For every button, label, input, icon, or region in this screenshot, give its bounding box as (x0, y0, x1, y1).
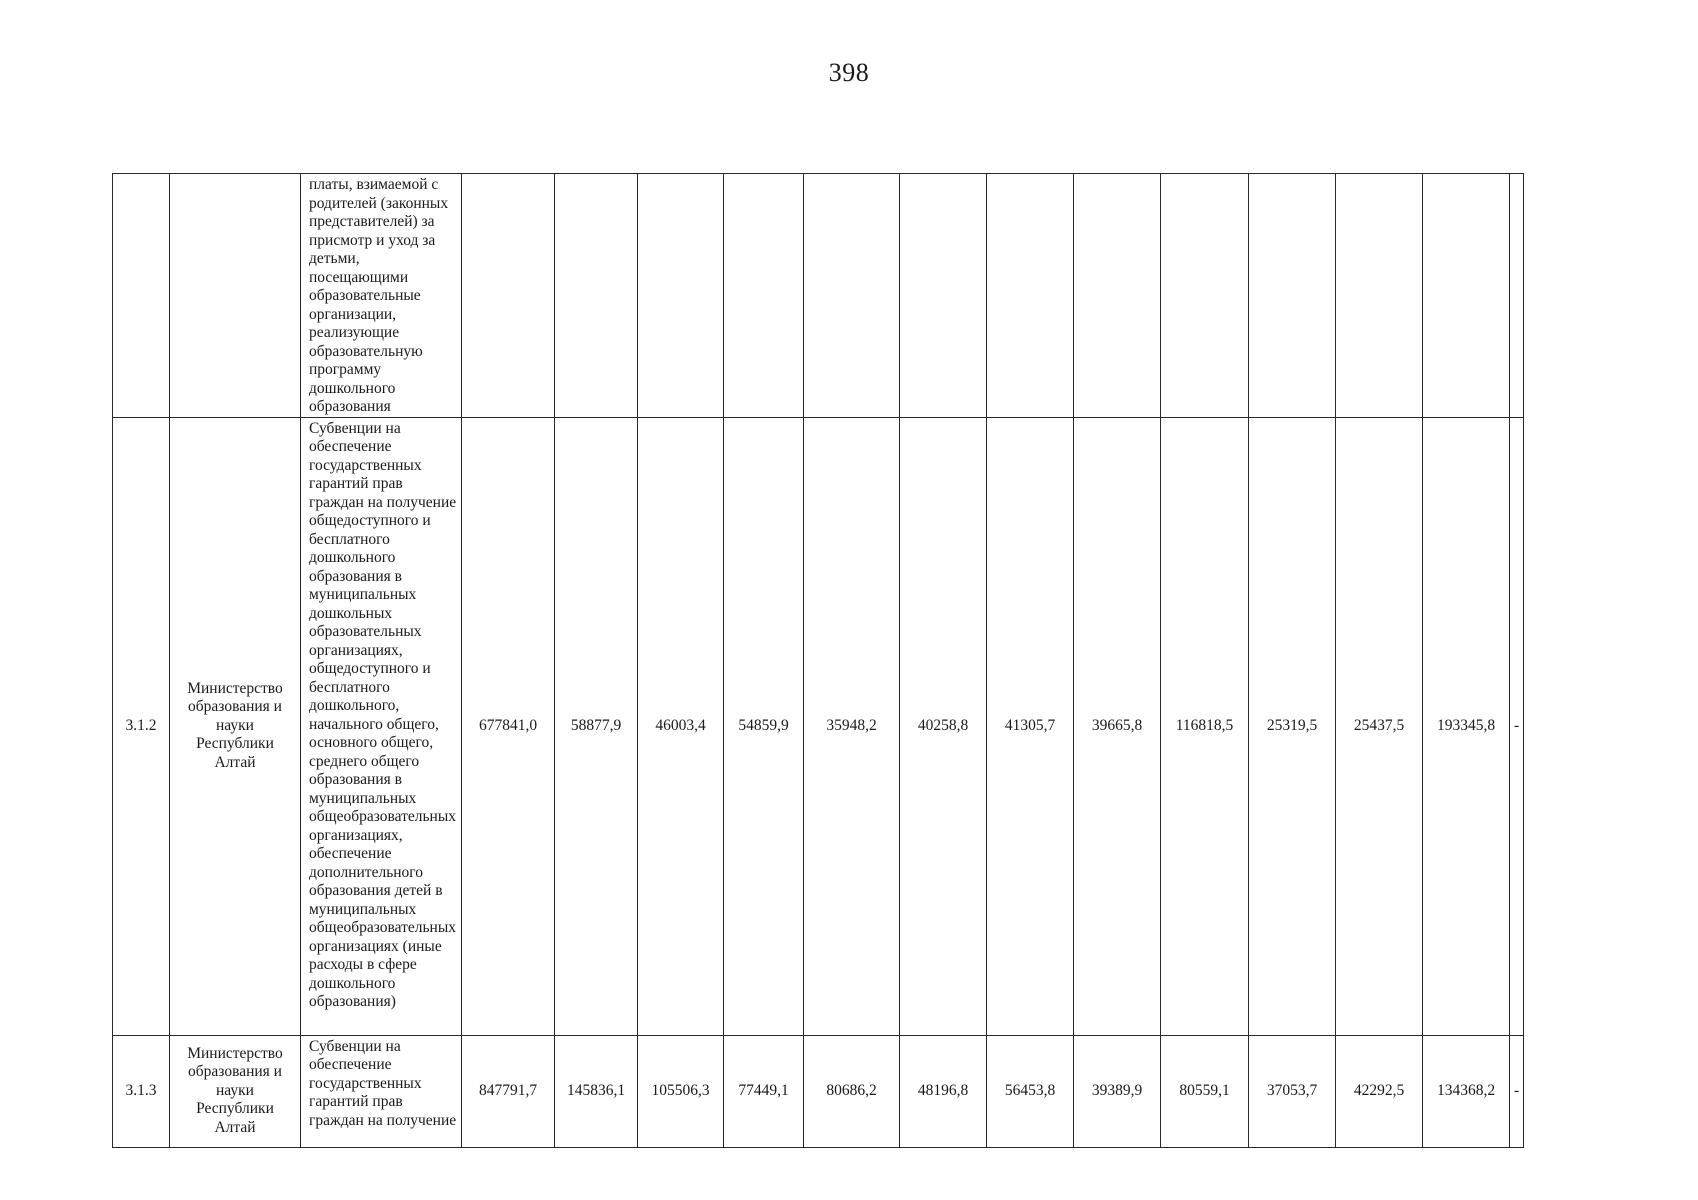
value-cell: 847791,7 (462, 1035, 555, 1147)
value-cell: 39389,9 (1074, 1035, 1161, 1147)
value-cell: - (1510, 1035, 1524, 1147)
value-cell (1161, 174, 1249, 418)
value-cell: 105506,3 (638, 1035, 724, 1147)
budget-table (112, 173, 1524, 1148)
table-row (113, 1035, 1524, 1147)
value-cell: 25437,5 (1336, 417, 1423, 1035)
value-cell (1336, 174, 1423, 418)
value-cell: 145836,1 (555, 1035, 638, 1147)
value-cell: 677841,0 (462, 417, 555, 1035)
value-cell: 54859,9 (724, 417, 804, 1035)
value-cell: 80559,1 (1161, 1035, 1249, 1147)
value-cell (1249, 174, 1336, 418)
row-number-cell: 3.1.3 (113, 1035, 170, 1147)
value-cell: 56453,8 (987, 1035, 1074, 1147)
value-cell: 39665,8 (1074, 417, 1161, 1035)
value-cell: 46003,4 (638, 417, 724, 1035)
row-number-cell: 3.1.2 (113, 417, 170, 1035)
value-cell: 41305,7 (987, 417, 1074, 1035)
value-cell: 193345,8 (1423, 417, 1510, 1035)
value-cell: 80686,2 (804, 1035, 900, 1147)
value-cell: 25319,5 (1249, 417, 1336, 1035)
value-cell: 35948,2 (804, 417, 900, 1035)
executor-cell (170, 174, 301, 418)
value-cell (638, 174, 724, 418)
value-cell (900, 174, 987, 418)
description-cell: Субвенции на обеспечение государственных гарантий прав граждан на получение (301, 1035, 462, 1147)
value-cell: 116818,5 (1161, 417, 1249, 1035)
value-cell (1423, 174, 1510, 418)
description-cell: Субвенции на обеспечение государственных гарантий прав граждан на получение общедоступного и бесплатного дошкольного образования в муниципальных дошкольных образовательных организациях, общедоступного и бесплатного дошкольного, начального общего, основного общего, среднего общего образования в муниципальных общеобразовательных организациях, обеспечение дополнительного образования детей в муниципальных общеобразовательных организациях (иные расходы в сфере дошкольного образования) (301, 417, 462, 1035)
page-number: 398 (828, 58, 870, 87)
value-cell (804, 174, 900, 418)
value-cell: 58877,9 (555, 417, 638, 1035)
table-row (113, 417, 1524, 1035)
value-cell (555, 174, 638, 418)
value-cell: 48196,8 (900, 1035, 987, 1147)
executor-cell: Министерство образования и науки Республики Алтай (170, 1035, 301, 1147)
value-cell (1510, 174, 1524, 418)
description-cell: платы, взимаемой с родителей (законных представителей) за присмотр и уход за детьми, посещающими образовательные организации, реализующие образовательную программу дошкольного образования (301, 174, 462, 418)
value-cell (987, 174, 1074, 418)
value-cell (724, 174, 804, 418)
value-cell: 77449,1 (724, 1035, 804, 1147)
value-cell: 134368,2 (1423, 1035, 1510, 1147)
row-number-cell (113, 174, 170, 418)
value-cell: - (1510, 417, 1524, 1035)
value-cell: 42292,5 (1336, 1035, 1423, 1147)
value-cell: 40258,8 (900, 417, 987, 1035)
executor-cell: Министерство образования и науки Республики Алтай (170, 417, 301, 1035)
value-cell (1074, 174, 1161, 418)
value-cell (462, 174, 555, 418)
value-cell: 37053,7 (1249, 1035, 1336, 1147)
table-row (113, 174, 1524, 418)
